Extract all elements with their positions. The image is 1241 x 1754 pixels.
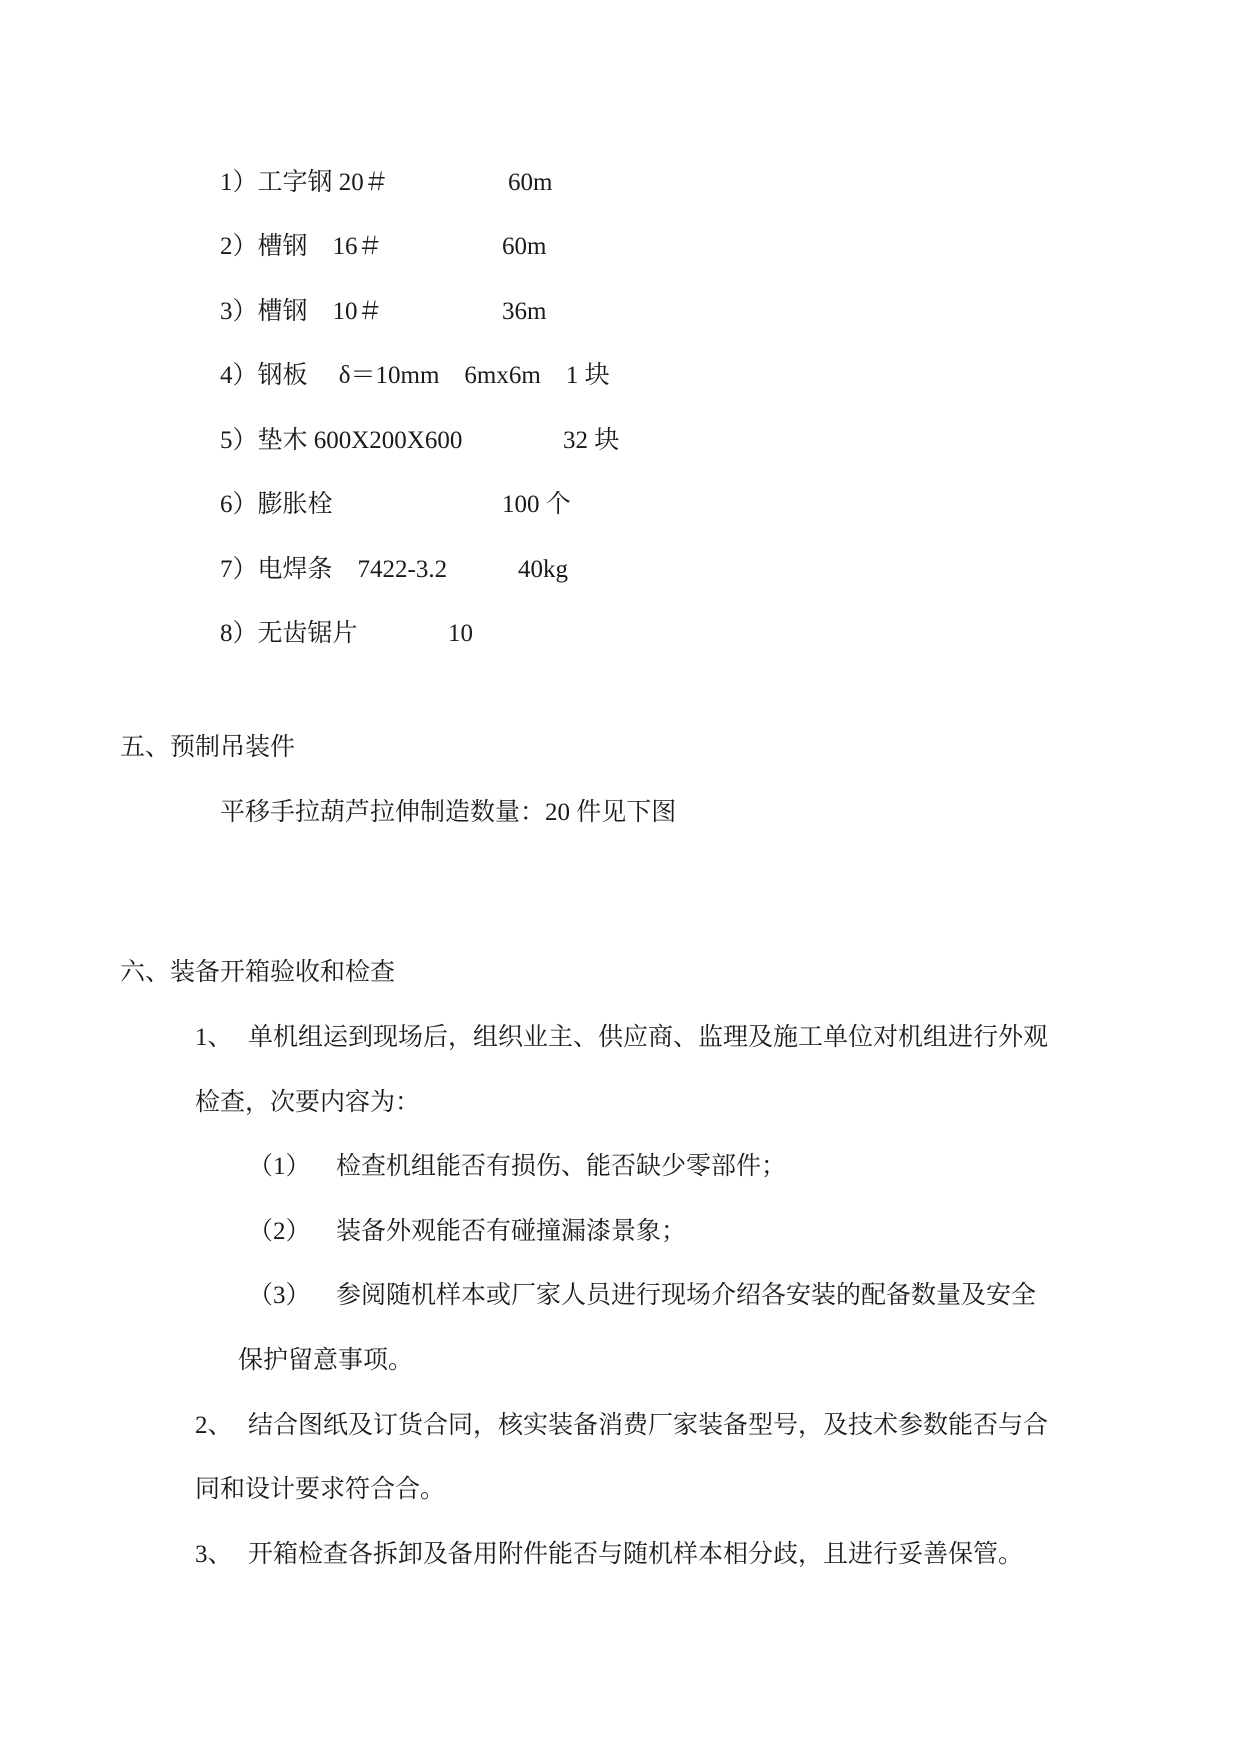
sub-3-line-2: 保护留意事项。 <box>238 1347 414 1374</box>
sub-1-number: （1） <box>248 1153 311 1180</box>
item-2-number: 2、 <box>195 1412 233 1439</box>
material-label-5: 5）垫木 600X200X600 <box>220 427 463 454</box>
material-qty-8: 10 <box>448 620 473 647</box>
item-2-line-2: 同和设计要求符合合。 <box>195 1476 446 1503</box>
item-3-number: 3、 <box>195 1541 233 1568</box>
material-label-4: 4）钢板 δ＝10mm 6mx6m 1 块 <box>220 362 610 389</box>
material-qty-3: 36m <box>502 298 547 325</box>
item-1-number: 1、 <box>195 1024 233 1051</box>
section-5-text: 平移手拉葫芦拉伸制造数量：20 件见下图 <box>220 799 677 826</box>
material-label-1: 1）工字钢 20＃ <box>220 169 389 196</box>
sub-2-text: 装备外观能否有碰撞漏漆景象； <box>336 1218 687 1245</box>
material-label-7: 7）电焊条 7422-3.2 <box>220 556 448 583</box>
material-qty-6: 100 个 <box>502 491 571 518</box>
material-qty-2: 60m <box>502 233 547 260</box>
material-label-2: 2）槽钢 16＃ <box>220 233 383 260</box>
item-2-line-1: 结合图纸及订货合同，核实装备消费厂家装备型号，及技术参数能否与合 <box>248 1412 1049 1439</box>
item-3-text: 开箱检查各拆卸及备用附件能否与随机样本相分歧，且进行妥善保管。 <box>248 1541 1024 1568</box>
sub-2-number: （2） <box>248 1218 311 1245</box>
sub-1-text: 检查机组能否有损伤、能否缺少零部件； <box>336 1153 787 1180</box>
item-1-line-2: 检查，次要内容为： <box>195 1089 421 1116</box>
material-qty-7: 40kg <box>518 556 568 583</box>
section-5-heading: 五、预制吊装件 <box>120 734 296 761</box>
material-label-6: 6）膨胀栓 <box>220 491 333 518</box>
sub-3-number: （3） <box>248 1282 311 1309</box>
material-label-3: 3）槽钢 10＃ <box>220 298 383 325</box>
material-qty-1: 60m <box>508 169 553 196</box>
item-1-line-1: 单机组运到现场后，组织业主、供应商、监理及施工单位对机组进行外观 <box>248 1024 1049 1051</box>
sub-3-text: 参阅随机样本或厂家人员进行现场介绍各安装的配备数量及安全 <box>336 1282 1037 1309</box>
section-6-heading: 六、装备开箱验收和检查 <box>120 959 396 986</box>
material-qty-5: 32 块 <box>563 427 620 454</box>
material-label-8: 8）无齿锯片 <box>220 620 358 647</box>
